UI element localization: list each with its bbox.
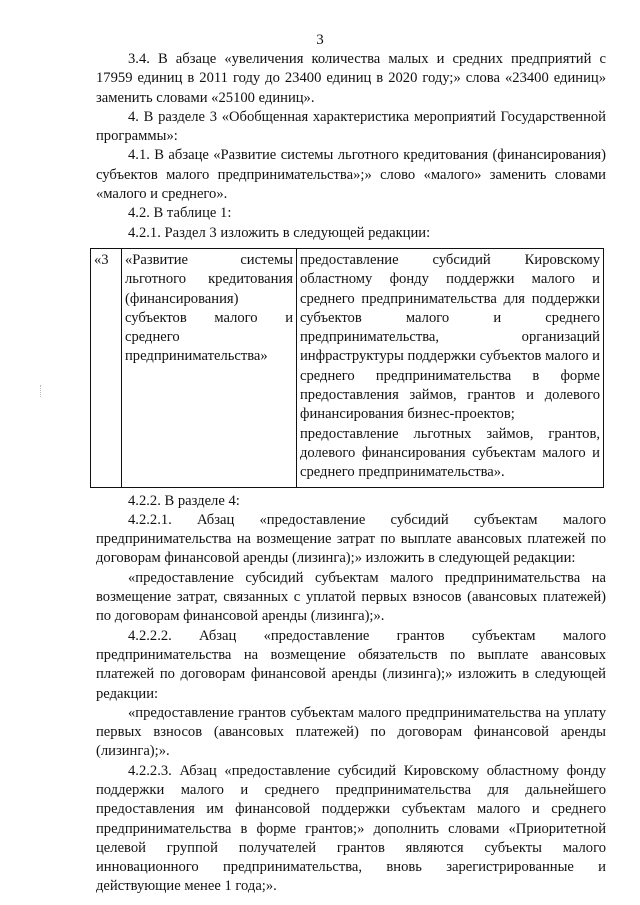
- amendment-table: [90, 248, 604, 488]
- table-row: [91, 248, 604, 487]
- paragraph-4-2: 4.2. В таблице 1:: [128, 205, 232, 222]
- paragraph-4-2-2-2: 4.2.2.2. Абзац «предоставление грантов субъектам малого предпринимательства на возмещение обязательств по выплате авансовых платежей по договорам финансовой аренды (лизинга);» изложить в следующей редакции:: [96, 627, 606, 702]
- measure-item: предоставление льготных займов, грантов, долевого финансирования субъектам малого и среднего предпринимательства».: [300, 425, 600, 481]
- measure-item: предоставление субсидий Кировскому областному фонду поддержки малого и среднего предпринимательства для поддержки субъектов малого и среднего предпринимательства, организаций инфраструктуры поддержки субъектов малого и среднего предпринимательства в форме предоставления займов, грантов и долевого финансирования бизнес-проектов;: [300, 251, 600, 423]
- paragraph-4-2-2-3: 4.2.2.3. Абзац «предоставление субсидий Кировскому областному фонду поддержки малого и среднего предпринимательства для дальнейшего предоставления им финансовой поддержки субъектам малого и среднего предпринимательства в форме грантов;» дополнить словами «Приоритетной целевой группой получателей грантов являются субъекты малого инновационного предпринимательства, вновь зарегистрированные и действующие менее 1 года;».: [96, 762, 606, 895]
- paragraph-4-2-2-1: 4.2.2.1. Абзац «предоставление субсидий субъектам малого предпринимательства на возмещение затрат по выплате авансовых платежей по договорам финансовой аренды (лизинга);» изложить в следующей редакции:: [96, 511, 606, 567]
- paragraph-quote-1: «предоставление субсидий субъектам малого предпринимательства на возмещение затрат, связанных с уплатой первых взносов (авансовых платежей) по договорам финансовой аренды (лизинга);».: [96, 569, 606, 625]
- margin-mark: [40, 385, 43, 397]
- table-cell-number: «3: [91, 248, 122, 487]
- paragraph-4-2-2: 4.2.2. В разделе 4:: [128, 492, 240, 509]
- paragraph-quote-2: «предоставление грантов субъектам малого предпринимательства на уплату первых взносов (авансовых платежей) по договорам финансовой аренды (лизинга);».: [96, 704, 606, 760]
- paragraph-4: 4. В разделе 3 «Обобщенная характеристика мероприятий Государственной программы»:: [96, 108, 606, 145]
- paragraph-4-1: 4.1. В абзаце «Развитие системы льготного кредитования (финансирования) субъектов малого предпринимательства»;» слово «малого» заменить словами «малого и среднего».: [96, 147, 606, 203]
- page-number: 3: [316, 32, 324, 48]
- document-body: [96, 50, 606, 897]
- paragraph-3-4: 3.4. В абзаце «увеличения количества малых и средних предприятий с 17959 единиц в 2011 году до 23400 единиц в 2020 году;» слова «23400 единиц» заменить словами «25100 единиц».: [96, 51, 606, 106]
- table-cell-name: «Развитие системы льготного кредитования (финансирования) субъектов малого и среднего предпринимательства»: [122, 248, 297, 487]
- paragraph-4-2-1: 4.2.1. Раздел 3 изложить в следующей редакции:: [128, 224, 431, 241]
- table-cell-measures: [297, 248, 604, 487]
